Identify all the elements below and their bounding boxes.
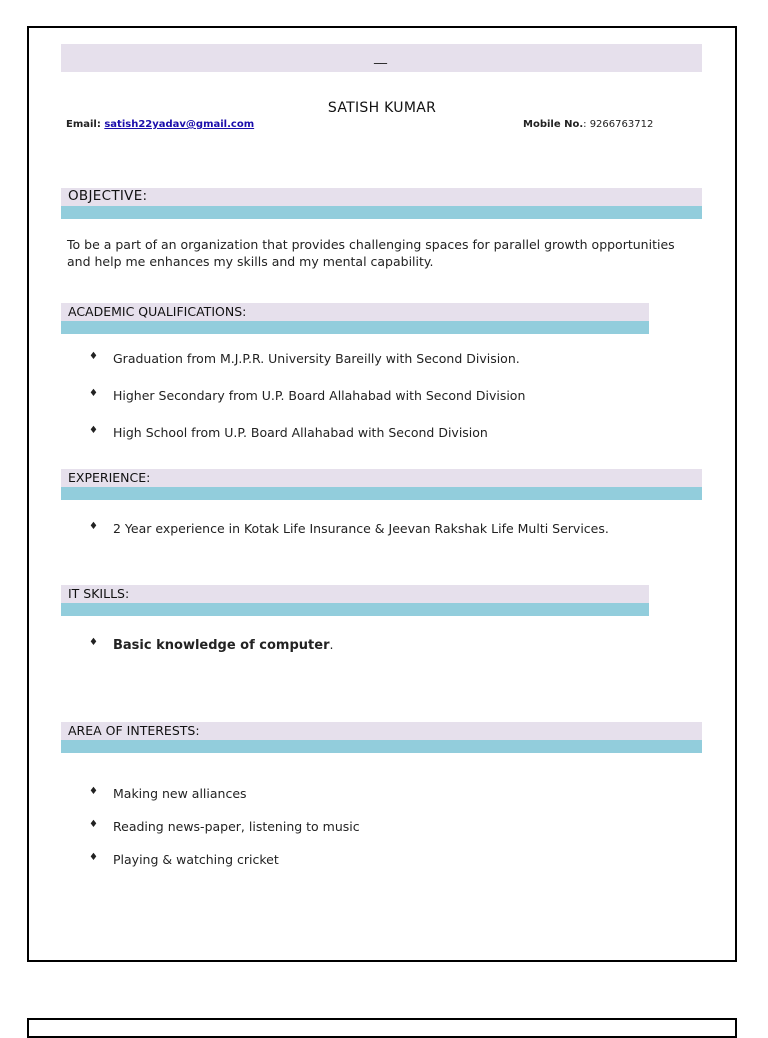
objective-heading: OBJECTIVE:: [68, 188, 148, 204]
objective-heading-bar: [61, 188, 702, 219]
it-skills-heading-bar: [61, 585, 649, 616]
email-label: Email:: [66, 119, 105, 130]
interests-heading-bar: [61, 722, 702, 753]
resume-page: [27, 26, 737, 962]
it-skills-list: [89, 637, 333, 653]
diamond-bullet-icon: ♦: [89, 852, 98, 863]
list-item: ♦ High School from U.P. Board Allahabad with Second Division: [89, 425, 488, 440]
diamond-bullet-icon: ♦: [89, 786, 98, 797]
email-link[interactable]: satish22yadav@gmail.com: [104, 119, 255, 130]
email-line: [66, 119, 254, 130]
mobile-line: [523, 119, 653, 130]
experience-heading: EXPERIENCE:: [68, 470, 151, 485]
diamond-bullet-icon: ♦: [89, 425, 98, 436]
interests-list: [89, 786, 360, 867]
objective-text: To be a part of an organization that provides challenging spaces for parallel growth opportunities and help me enhances my skills and my mental capability.: [67, 237, 675, 269]
interests-heading: AREA OF INTERESTS:: [68, 723, 200, 738]
next-page-edge: [27, 1018, 737, 1038]
list-item: ♦ Graduation from M.J.P.R. University Bareilly with Second Division.: [89, 351, 520, 366]
candidate-name: SATISH KUMAR: [327, 100, 437, 116]
mobile-label: Mobile No.: [523, 119, 584, 130]
list-item: ♦ Higher Secondary from U.P. Board Allahabad with Second Division: [89, 388, 526, 403]
list-item: ♦ Making new alliances: [89, 786, 247, 801]
academic-list: [89, 351, 525, 440]
list-item: ♦ Reading news-paper, listening to music: [89, 819, 360, 834]
diamond-bullet-icon: ♦: [89, 388, 98, 399]
experience-list: [89, 521, 609, 536]
list-item: ♦ Playing & watching cricket: [89, 852, 279, 867]
list-item: ♦ Basic knowledge of computer.: [89, 637, 334, 653]
academic-heading-bar: [61, 303, 649, 334]
diamond-bullet-icon: ♦: [89, 819, 98, 830]
mobile-number: : 9266763712: [583, 119, 654, 130]
it-skills-heading: IT SKILLS:: [68, 586, 130, 601]
diamond-bullet-icon: ♦: [89, 351, 98, 362]
header-band: [61, 44, 702, 72]
academic-heading: ACADEMIC QUALIFICATIONS:: [68, 304, 247, 319]
list-item: ♦ 2 Year experience in Kotak Life Insurance & Jeevan Rakshak Life Multi Services.: [89, 521, 609, 536]
header-dash: __: [374, 50, 387, 65]
diamond-bullet-icon: ♦: [89, 521, 98, 532]
diamond-bullet-icon: ♦: [89, 637, 98, 648]
experience-heading-bar: [61, 469, 702, 500]
